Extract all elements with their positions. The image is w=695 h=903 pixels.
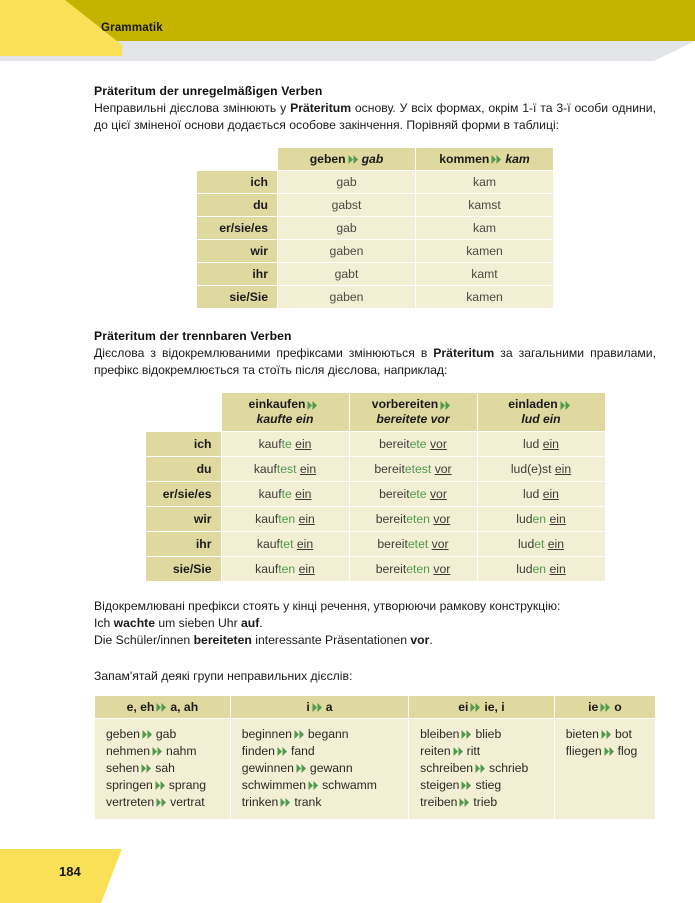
verb-ending: etet xyxy=(407,537,429,552)
table-row xyxy=(197,263,553,285)
preterite: sah xyxy=(155,760,175,775)
double-chevron-icon xyxy=(152,747,164,756)
double-chevron-icon xyxy=(156,798,168,807)
verb-stem: bereit xyxy=(375,512,407,527)
double-chevron-icon xyxy=(312,703,324,712)
vowel-from: i xyxy=(306,699,310,714)
double-chevron-icon xyxy=(560,401,572,410)
double-chevron-icon xyxy=(440,401,452,410)
infinitive: geben xyxy=(106,726,140,741)
double-chevron-icon xyxy=(600,703,612,712)
table-row xyxy=(146,507,605,531)
verb-stem: kauf xyxy=(258,437,282,452)
infinitive: bieten xyxy=(565,726,599,741)
separable-prefix: ein xyxy=(547,537,565,552)
infinitive: schwimmen xyxy=(241,777,307,792)
verb-form-cell xyxy=(478,532,605,556)
vowel-to: ie, i xyxy=(484,699,505,714)
double-chevron-icon xyxy=(470,703,482,712)
verb-pair xyxy=(242,777,408,794)
verb-stem: lud xyxy=(523,437,540,452)
page-number: 184 xyxy=(59,864,81,879)
table-row xyxy=(197,217,553,239)
infinitive: steigen xyxy=(420,777,460,792)
preterite: blieb xyxy=(475,726,502,741)
corner-cell xyxy=(197,148,277,170)
preterite: gab xyxy=(361,152,384,167)
verb-pair xyxy=(106,777,230,794)
group-column-0 xyxy=(95,719,230,819)
verb-form-cell xyxy=(350,532,477,556)
group-header-3 xyxy=(555,696,655,718)
verb-ending: etest xyxy=(404,462,432,477)
verb-ending: en xyxy=(532,562,547,577)
preterite: begann xyxy=(307,726,349,741)
double-chevron-icon xyxy=(142,730,154,739)
infinitive: treiben xyxy=(420,794,458,809)
verb-pair xyxy=(106,760,230,777)
separable-prefix: vor xyxy=(431,537,449,552)
preterite: gab xyxy=(155,726,177,741)
table-row xyxy=(197,171,553,193)
verb-ending: et xyxy=(534,537,545,552)
column-header-1 xyxy=(416,148,553,170)
infinitive: fliegen xyxy=(565,743,602,758)
preterite: vertrat xyxy=(170,794,205,809)
verb-stem: bereit xyxy=(377,537,408,552)
emphasis: Präteritum xyxy=(433,346,495,361)
pronoun-label: sie/Sie xyxy=(197,286,277,308)
preterite: sprang xyxy=(168,777,207,792)
verb-pair xyxy=(242,743,408,760)
double-chevron-icon xyxy=(453,747,465,756)
preterite-separable-table xyxy=(145,392,606,582)
verb-ending: en xyxy=(532,512,547,527)
group-header-0 xyxy=(95,696,230,718)
group-header-1 xyxy=(231,696,408,718)
verb-form-cell xyxy=(222,532,349,556)
verb-pair xyxy=(420,726,554,743)
verb-ending: ten xyxy=(278,562,296,577)
section3-intro: Запам'ятай деякі групи неправильних дієслів: xyxy=(94,669,353,684)
double-chevron-icon xyxy=(280,798,292,807)
verb-form-cell: kam xyxy=(416,171,553,193)
double-chevron-icon xyxy=(461,730,473,739)
verb-ending: ete xyxy=(409,487,427,502)
pronoun-label: ihr xyxy=(197,263,277,285)
verb-ending: ten xyxy=(278,512,296,527)
pronoun-label: ich xyxy=(197,171,277,193)
double-chevron-icon xyxy=(461,781,473,790)
infinitive: kommen xyxy=(439,152,490,167)
verb-pair xyxy=(242,726,408,743)
verb-form-cell: gaben xyxy=(278,286,415,308)
double-chevron-icon xyxy=(348,155,360,164)
verb-form-cell: gaben xyxy=(278,240,415,262)
page-content xyxy=(94,84,656,820)
verb-form-cell: kamen xyxy=(416,240,553,262)
verb-form-cell xyxy=(350,457,477,481)
verb-pair xyxy=(106,743,230,760)
verb-stem: kauf xyxy=(255,512,279,527)
verb-form-cell xyxy=(478,457,605,481)
vowel-to: o xyxy=(614,699,622,714)
double-chevron-icon xyxy=(156,703,168,712)
separable-prefix: ein xyxy=(549,512,566,527)
verb-stem: bereit xyxy=(379,437,410,452)
table-row xyxy=(146,557,605,581)
emphasis: Präteritum xyxy=(290,101,352,115)
separable-prefix: ein xyxy=(554,462,572,477)
vowel-to: a, ah xyxy=(170,699,199,714)
verb-pair xyxy=(420,777,554,794)
emphasis: auf xyxy=(241,615,260,630)
verb-stem: lud xyxy=(523,487,540,502)
infinitive: nehmen xyxy=(106,743,151,758)
verb-stem: kauf xyxy=(255,562,279,577)
verb-form-cell: kamst xyxy=(416,194,553,216)
verb-form-cell: gabst xyxy=(278,194,415,216)
preterite: nahm xyxy=(166,743,197,758)
verb-ending: te xyxy=(281,437,292,452)
double-chevron-icon xyxy=(475,764,487,773)
verb-pair xyxy=(106,794,230,811)
preterite: bereitete vor xyxy=(376,412,450,427)
column-header-2 xyxy=(478,393,605,431)
verb-form-cell: gabt xyxy=(278,263,415,285)
pronoun-label: er/sie/es xyxy=(146,482,221,506)
separable-note-line1: Відокремлювані префікси стоять у кінці речення, утворюючи рамкову конструкцію: xyxy=(94,599,561,614)
header-title: Grammatik xyxy=(101,22,163,34)
verb-form-cell: gab xyxy=(278,217,415,239)
verb-ending: te xyxy=(281,487,292,502)
verb-pair xyxy=(420,794,554,811)
verb-stem: kauf xyxy=(253,462,277,477)
verb-form-cell: gab xyxy=(278,171,415,193)
group-column-3 xyxy=(555,719,655,819)
table-body-row xyxy=(95,719,655,819)
column-header-0 xyxy=(278,148,415,170)
verb-stem: kauf xyxy=(256,537,280,552)
verb-stem: lud(e)st xyxy=(510,462,552,477)
verb-groups-table xyxy=(94,695,656,820)
verb-ending: test xyxy=(276,462,297,477)
verb-stem: kauf xyxy=(258,487,282,502)
table-row xyxy=(146,532,605,556)
group-column-1 xyxy=(231,719,408,819)
separable-prefix: ein xyxy=(296,537,314,552)
table-row xyxy=(146,457,605,481)
verb-stem: lud xyxy=(516,562,533,577)
separable-prefix: vor xyxy=(433,512,451,527)
verb-form-cell: kamen xyxy=(416,286,553,308)
double-chevron-icon xyxy=(601,730,613,739)
verb-pair xyxy=(420,743,554,760)
verb-pair xyxy=(242,760,408,777)
verb-pair xyxy=(106,726,230,743)
separable-prefix: ein xyxy=(298,562,315,577)
table-row xyxy=(197,286,553,308)
separable-prefix: ein xyxy=(549,562,566,577)
infinitive: gewinnen xyxy=(241,760,294,775)
preterite: schwamm xyxy=(322,777,377,792)
pronoun-label: wir xyxy=(146,507,221,531)
separable-prefix: ein xyxy=(298,512,315,527)
verb-pair xyxy=(242,794,408,811)
table-header-row xyxy=(95,696,655,718)
infinitive: geben xyxy=(309,152,346,167)
preterite: bot xyxy=(614,726,632,741)
verb-stem: lud xyxy=(517,537,535,552)
preterite: trank xyxy=(294,794,322,809)
preterite: schrieb xyxy=(489,760,529,775)
group-header-2 xyxy=(409,696,554,718)
column-header-0 xyxy=(222,393,349,431)
verb-form-cell xyxy=(478,482,605,506)
infinitive: sehen xyxy=(106,760,140,775)
verb-form-cell xyxy=(222,432,349,456)
preterite: flog xyxy=(617,743,638,758)
double-chevron-icon xyxy=(277,747,289,756)
preterite-irregular-table xyxy=(196,147,554,309)
infinitive: springen xyxy=(106,777,153,792)
preterite: stieg xyxy=(475,777,502,792)
infinitive: einladen xyxy=(508,397,558,412)
infinitive: beginnen xyxy=(241,726,292,741)
infinitive: bleiben xyxy=(420,726,460,741)
verb-form-cell xyxy=(222,457,349,481)
verb-pair xyxy=(566,726,655,743)
separable-prefix: ein xyxy=(295,437,312,452)
corner-cell xyxy=(146,393,221,431)
column-header-1 xyxy=(350,393,477,431)
separable-prefix: ein xyxy=(542,437,559,452)
verb-pair xyxy=(566,743,655,760)
pronoun-label: sie/Sie xyxy=(146,557,221,581)
verb-form-cell xyxy=(350,482,477,506)
verb-form-cell: kam xyxy=(416,217,553,239)
emphasis: vor xyxy=(410,632,430,647)
verb-stem: bereit xyxy=(375,562,407,577)
pronoun-label: ihr xyxy=(146,532,221,556)
infinitive: vertreten xyxy=(106,794,155,809)
verb-stem: bereit xyxy=(374,462,405,477)
infinitive: vorbereiten xyxy=(371,397,439,412)
vowel-from: ie xyxy=(588,699,599,714)
section2-title: Präteritum der trennbaren Verben xyxy=(94,329,292,344)
verb-stem: bereit xyxy=(379,487,410,502)
verb-form-cell xyxy=(478,432,605,456)
double-chevron-icon xyxy=(296,764,308,773)
double-chevron-icon xyxy=(604,747,616,756)
double-chevron-icon xyxy=(141,764,153,773)
table-header-row xyxy=(146,393,605,431)
double-chevron-icon xyxy=(294,730,306,739)
verb-form-cell xyxy=(222,557,349,581)
preterite: kaufte ein xyxy=(256,412,314,427)
verb-pair xyxy=(420,760,554,777)
table-header-row xyxy=(197,148,553,170)
table-row xyxy=(146,482,605,506)
emphasis: bereiteten xyxy=(193,632,252,647)
verb-ending: eten xyxy=(406,562,430,577)
verb-form-cell xyxy=(478,507,605,531)
separable-prefix: vor xyxy=(433,562,451,577)
separable-prefix: vor xyxy=(434,462,452,477)
section1-title: Präteritum der unregelmäßigen Verben xyxy=(94,84,323,98)
pronoun-label: du xyxy=(197,194,277,216)
double-chevron-icon xyxy=(307,401,319,410)
vowel-from: e, eh xyxy=(126,699,155,714)
table-row xyxy=(197,240,553,262)
verb-form-cell xyxy=(222,507,349,531)
pronoun-label: du xyxy=(146,457,221,481)
separable-example-2: Die Schüler/innen bereiteten interessante Präsentationen vor. xyxy=(94,632,433,647)
table-row xyxy=(146,432,605,456)
preterite: lud ein xyxy=(521,412,561,427)
verb-ending: ete xyxy=(409,437,427,452)
verb-form-cell xyxy=(350,557,477,581)
double-chevron-icon xyxy=(155,781,167,790)
pronoun-label: er/sie/es xyxy=(197,217,277,239)
section1-paragraph: Неправильні дієслова змінюють у Präteritum основу. У всіх формах, окрім 1-ї та 3-ї особи однини, до цієї зміненої основи додається особове закінчення. Порівняй форми в таблиці: xyxy=(94,101,656,132)
double-chevron-icon xyxy=(308,781,320,790)
separable-prefix: ein xyxy=(542,487,559,502)
preterite: gewann xyxy=(309,760,353,775)
verb-form-cell xyxy=(350,432,477,456)
infinitive: einkaufen xyxy=(248,397,306,412)
verb-form-cell xyxy=(222,482,349,506)
vowel-to: a xyxy=(325,699,333,714)
verb-ending: eten xyxy=(406,512,430,527)
infinitive: finden xyxy=(241,743,275,758)
separable-prefix: ein xyxy=(295,487,312,502)
infinitive: reiten xyxy=(420,743,451,758)
vowel-from: ei xyxy=(458,699,469,714)
verb-form-cell xyxy=(478,557,605,581)
separable-prefix: vor xyxy=(429,437,447,452)
separable-example-1: Ich wachte um sieben Uhr auf. xyxy=(94,615,263,630)
double-chevron-icon xyxy=(491,155,503,164)
verb-ending: tet xyxy=(279,537,294,552)
separable-prefix: vor xyxy=(429,487,447,502)
section2-paragraph: Дієслова з відокремлюваними префіксами змінюються в Präteritum за загальними правилами, префікс відокремлюється та стоїть після дієслова, наприклад: xyxy=(94,346,656,377)
infinitive: trinken xyxy=(241,794,279,809)
emphasis: wachte xyxy=(113,615,155,630)
separable-prefix: ein xyxy=(299,462,317,477)
table-row xyxy=(197,194,553,216)
page-header xyxy=(0,0,695,66)
verb-form-cell: kamt xyxy=(416,263,553,285)
infinitive: schreiben xyxy=(420,760,474,775)
double-chevron-icon xyxy=(459,798,471,807)
pronoun-label: ich xyxy=(146,432,221,456)
preterite: trieb xyxy=(473,794,498,809)
preterite: kam xyxy=(505,152,530,167)
verb-form-cell xyxy=(350,507,477,531)
pronoun-label: wir xyxy=(197,240,277,262)
preterite: fand xyxy=(290,743,315,758)
preterite: ritt xyxy=(466,743,481,758)
verb-stem: lud xyxy=(516,512,533,527)
group-column-2 xyxy=(409,719,554,819)
